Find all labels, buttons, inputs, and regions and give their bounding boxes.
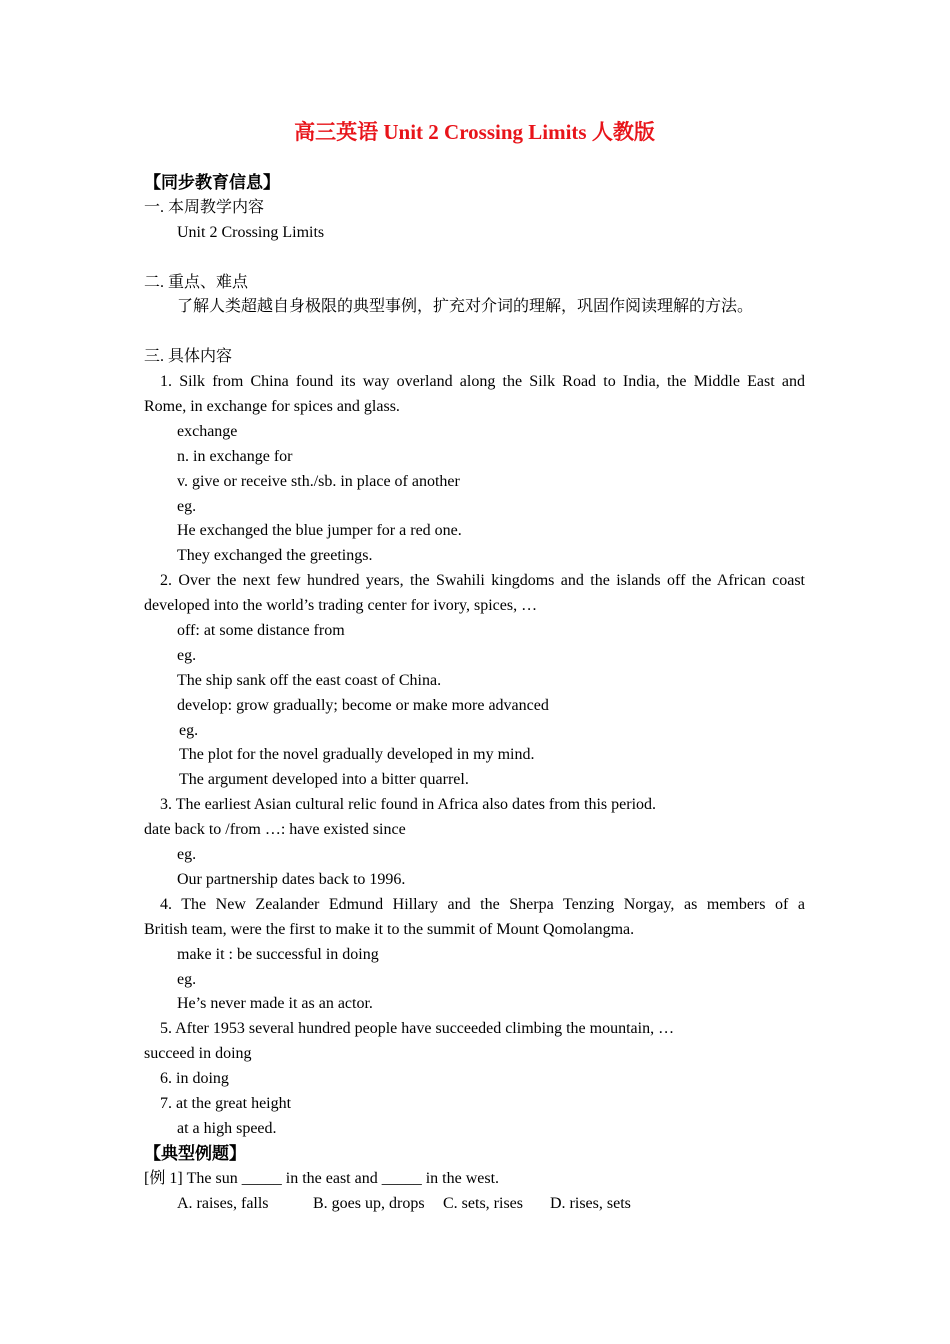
item1-sub-line: They exchanged the greetings. bbox=[177, 547, 373, 565]
item7-line1: 7. at the great height bbox=[160, 1094, 292, 1112]
blank-line bbox=[144, 320, 805, 345]
item1-sub-line: exchange bbox=[177, 422, 238, 440]
option-b: B. goes up, drops bbox=[313, 1194, 425, 1212]
document-body bbox=[144, 171, 805, 1216]
item4-sub-line: make it : be successful in doing bbox=[177, 945, 379, 963]
item1-line1: 1. Silk from China found its way overland along the Silk Road to India, the Middle East and bbox=[160, 373, 805, 391]
item5-line2: succeed in doing bbox=[144, 1045, 252, 1063]
example1-options bbox=[144, 1192, 805, 1217]
example1-question: [例 1] The sun _____ in the east and _____ in the west. bbox=[144, 1169, 500, 1187]
item2-sub2-line: The argument developed into a bitter quarrel. bbox=[179, 771, 469, 789]
item1-sub-line: n. in exchange for bbox=[177, 447, 293, 465]
item3-sub-line: eg. bbox=[177, 846, 197, 864]
part1-content: Unit 2 Crossing Limits bbox=[177, 223, 325, 241]
item5-line1: 5. After 1953 several hundred people have succeeded climbing the mountain, … bbox=[160, 1020, 675, 1038]
item6-line: 6. in doing bbox=[160, 1070, 229, 1088]
item2-sub2-line: The plot for the novel gradually developed in my mind. bbox=[179, 746, 535, 764]
item4-line2: British team, were the first to make it to the summit of Mount Qomolangma. bbox=[144, 920, 635, 938]
item2-sub2-line: eg. bbox=[179, 721, 199, 739]
item1-line2: Rome, in exchange for spices and glass. bbox=[144, 398, 400, 416]
item7-line2: at a high speed. bbox=[177, 1119, 277, 1137]
item1-sub-line: He exchanged the blue jumper for a red one. bbox=[177, 522, 462, 540]
item4-sub-line: He’s never made it as an actor. bbox=[177, 995, 373, 1013]
item2-line2: developed into the world’s trading center for ivory, spices, … bbox=[144, 597, 538, 615]
item4-sub-line: eg. bbox=[177, 970, 197, 988]
option-d: D. rises, sets bbox=[550, 1194, 631, 1212]
part3-heading: 三. 具体内容 bbox=[144, 348, 233, 366]
option-a: A. raises, falls bbox=[177, 1194, 269, 1212]
part1-heading: 一. 本周教学内容 bbox=[144, 198, 265, 216]
item1-sub-line: eg. bbox=[177, 497, 197, 515]
section-heading-sync: 【同步教育信息】 bbox=[144, 173, 280, 193]
option-c: C. sets, rises bbox=[443, 1194, 523, 1212]
item1-sub-line: v. give or receive sth./sb. in place of another bbox=[177, 472, 460, 490]
item2-sub-line: off: at some distance from bbox=[177, 622, 345, 640]
item4-line1: 4. The New Zealander Edmund Hillary and the Sherpa Tenzing Norgay, as members of a bbox=[160, 895, 805, 913]
part2-heading: 二. 重点、难点 bbox=[144, 273, 249, 291]
item3-line1: 3. The earliest Asian cultural relic found in Africa also dates from this period. bbox=[160, 796, 657, 814]
document-title: 高三英语 Unit 2 Crossing Limits 人教版 bbox=[294, 120, 655, 144]
item2-sub-line: The ship sank off the east coast of China. bbox=[177, 671, 442, 689]
item3-sub-line: Our partnership dates back to 1996. bbox=[177, 870, 406, 888]
section-heading-examples: 【典型例题】 bbox=[144, 1143, 246, 1164]
item2-sub-line: develop: grow gradually; become or make more advanced bbox=[177, 696, 549, 714]
item3-line2: date back to /from …: have existed since bbox=[144, 821, 406, 839]
item2-sub-line: eg. bbox=[177, 646, 197, 664]
item2-line1: 2. Over the next few hundred years, the Swahili kingdoms and the islands off the African coast bbox=[160, 572, 805, 590]
part2-content: 了解人类超越自身极限的典型事例，扩充对介词的理解，巩固作阅读理解的方法。 bbox=[177, 298, 754, 316]
blank-line bbox=[144, 246, 805, 271]
